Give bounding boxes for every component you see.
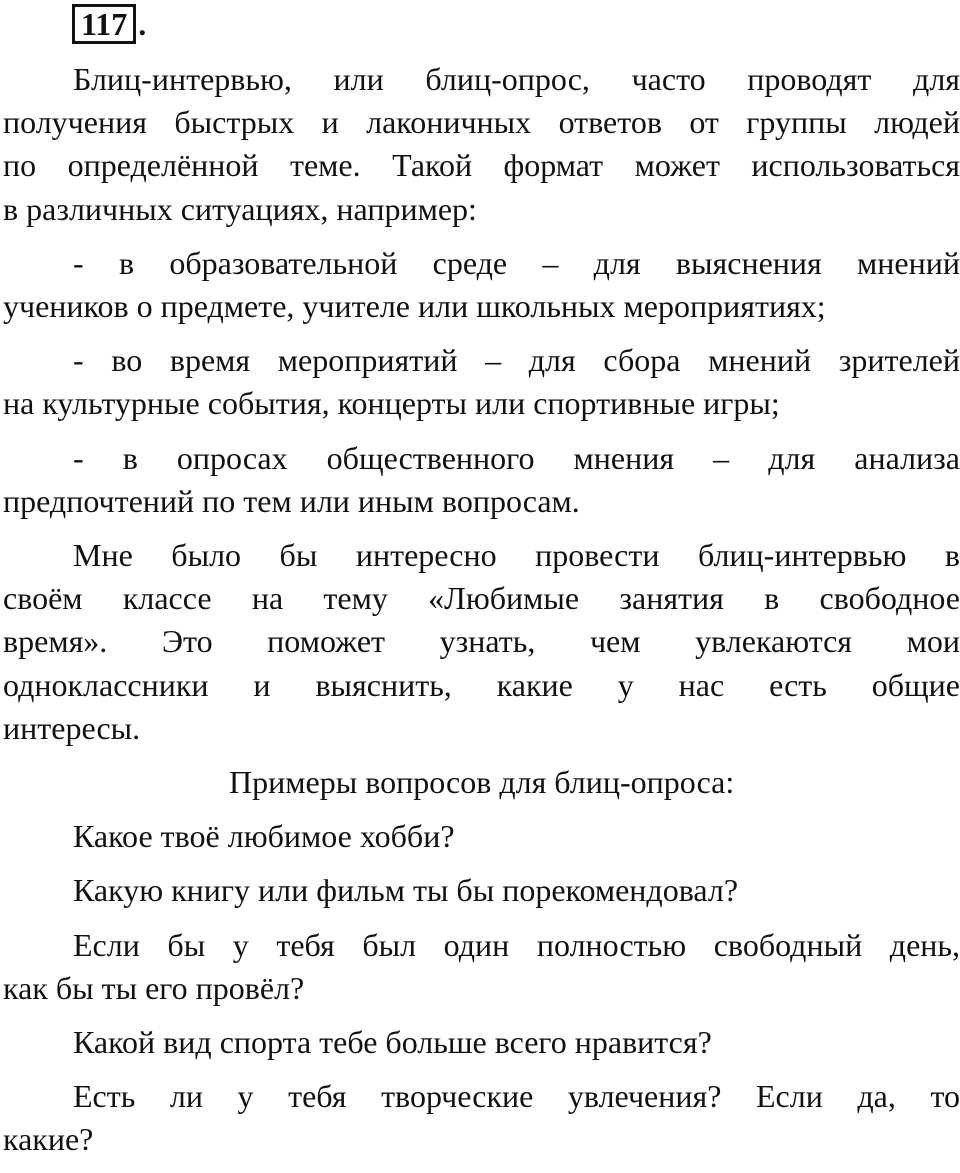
text-line: Примеры вопросов для блиц-опроса:	[229, 764, 735, 801]
text-line: учеников о предмете, учителе или школьных мероприятиях;	[3, 288, 826, 325]
text-line: Блиц-интервью, или блиц-опрос, часто проводят для	[73, 61, 960, 97]
text-line: - в опросах общественного мнения – для анализа	[73, 439, 960, 476]
paragraph	[3, 924, 960, 1010]
text-line: Мне было бы интересно провести блиц-интервью в	[73, 537, 960, 574]
paragraph	[3, 339, 960, 425]
paragraph	[3, 534, 960, 750]
document-body	[3, 58, 960, 1173]
text-line: своём классе на тему «Любимые занятия в свободное	[3, 580, 960, 617]
text-line: на культурные события, концерты или спортивные игры;	[3, 385, 780, 422]
text-line: получения быстрых и лаконичных ответов от группы людей	[3, 104, 960, 141]
text-line: в различных ситуациях, например:	[3, 190, 477, 227]
text-line: время». Это поможет узнать, чем увлекаются мои	[3, 623, 960, 660]
text-line: - во время мероприятий – для сбора мнений зрителей	[73, 342, 960, 379]
paragraph	[3, 815, 960, 858]
text-line: как бы ты его провёл?	[3, 969, 305, 1006]
text-line: интересы.	[3, 709, 141, 746]
paragraph	[3, 242, 960, 328]
text-line: предпочтений по тем или иным вопросам.	[3, 482, 580, 519]
text-line: Есть ли у тебя творческие увлечения? Если да, то	[73, 1078, 960, 1115]
text-line: одноклассники и выяснить, какие у нас есть общие	[3, 666, 960, 703]
paragraph	[3, 869, 960, 912]
text-line: по определённой теме. Такой формат может использоваться	[3, 147, 960, 184]
section-heading	[3, 761, 960, 804]
text-line: Какой вид спорта тебе больше всего нравится?	[73, 1024, 712, 1061]
text-line: Какую книгу или фильм ты бы порекомендовал?	[73, 872, 739, 909]
text-line: Какое твоё любимое хобби?	[73, 818, 455, 855]
paragraph	[3, 437, 960, 523]
paragraph	[3, 1021, 960, 1064]
exercise-number-suffix: .	[138, 6, 147, 42]
exercise-number-box: 117	[72, 4, 136, 44]
text-line: - в образовательной среде – для выяснения мнений	[73, 244, 960, 281]
paragraph	[3, 1075, 960, 1161]
text-line: Если бы у тебя был один полностью свободный день,	[73, 926, 960, 963]
exercise-number	[72, 4, 146, 44]
paragraph	[3, 58, 960, 231]
text-line: какие?	[3, 1121, 94, 1158]
